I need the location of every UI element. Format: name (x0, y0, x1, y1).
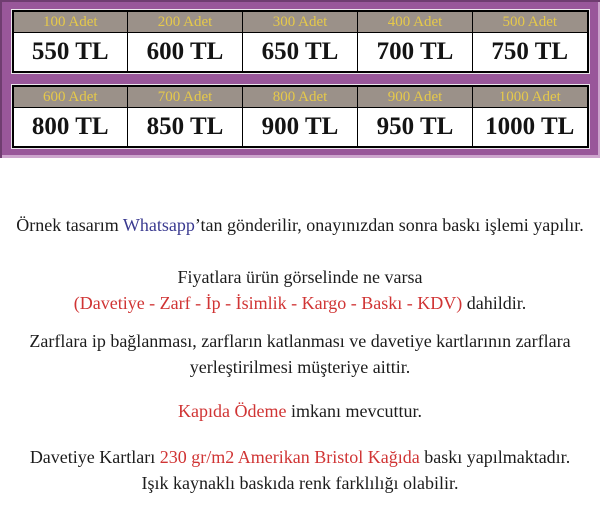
note-text: baskı yapılmaktadır. (419, 447, 571, 467)
quantity-header: 600 Adet (13, 86, 128, 108)
note-text: ’tan gönderilir, onayınızdan sonra baskı işlemi yapılır. (194, 215, 584, 235)
price-cell: 950 TL (358, 108, 473, 148)
quantity-header: 700 Adet (128, 86, 243, 108)
quantity-header: 400 Adet (358, 11, 473, 33)
price-table-2 (12, 85, 589, 148)
note-text: Zarflara ip bağlanması, zarfların katlanması ve davetiye kartlarının zarflara (29, 331, 571, 351)
price-cell: 700 TL (358, 33, 473, 73)
quantity-header: 500 Adet (473, 11, 588, 33)
note-text: Örnek tasarım (16, 215, 123, 235)
price-table-1 (12, 10, 589, 73)
note-sample-design (0, 212, 600, 238)
price-cell: 600 TL (128, 33, 243, 73)
quantity-header: 100 Adet (13, 11, 128, 33)
price-cell: 850 TL (128, 108, 243, 148)
note-text: Fiyatlara ürün görselinde ne varsa (177, 267, 423, 287)
price-cell: 650 TL (243, 33, 358, 73)
price-cell: 1000 TL (473, 108, 588, 148)
notes-section (0, 212, 600, 496)
price-banner (0, 0, 600, 158)
quantity-header: 900 Adet (358, 86, 473, 108)
note-cash-on-delivery (0, 398, 600, 424)
note-text: imkanı mevcuttur. (286, 401, 422, 421)
price-row (13, 108, 588, 148)
note-paper-info (0, 444, 600, 496)
quantity-header: 200 Adet (128, 11, 243, 33)
quantity-header: 800 Adet (243, 86, 358, 108)
note-price-includes (0, 264, 600, 316)
note-text: dahildir. (462, 293, 527, 313)
price-cell: 900 TL (243, 108, 358, 148)
price-row (13, 33, 588, 73)
price-cell: 800 TL (13, 108, 128, 148)
note-text: yerleştirilmesi müşteriye aittir. (189, 357, 411, 377)
quantity-header: 300 Adet (243, 11, 358, 33)
quantity-header-row (13, 11, 588, 33)
quantity-header-row (13, 86, 588, 108)
cash-on-delivery-text: Kapıda Ödeme (178, 401, 287, 421)
note-customer-responsibility (0, 328, 600, 380)
included-items-text: (Davetiye - Zarf - İp - İsimlik - Kargo - Baskı - KDV) (73, 293, 463, 313)
price-cell: 750 TL (473, 33, 588, 73)
paper-spec-text: 230 gr/m2 Amerikan Bristol Kağıda (159, 447, 420, 467)
note-text: Işık kaynaklı baskıda renk farklılığı olabilir. (141, 473, 459, 493)
whatsapp-text: Whatsapp (122, 215, 195, 235)
quantity-header: 1000 Adet (473, 86, 588, 108)
price-cell: 550 TL (13, 33, 128, 73)
note-text: Davetiye Kartları (29, 447, 160, 467)
